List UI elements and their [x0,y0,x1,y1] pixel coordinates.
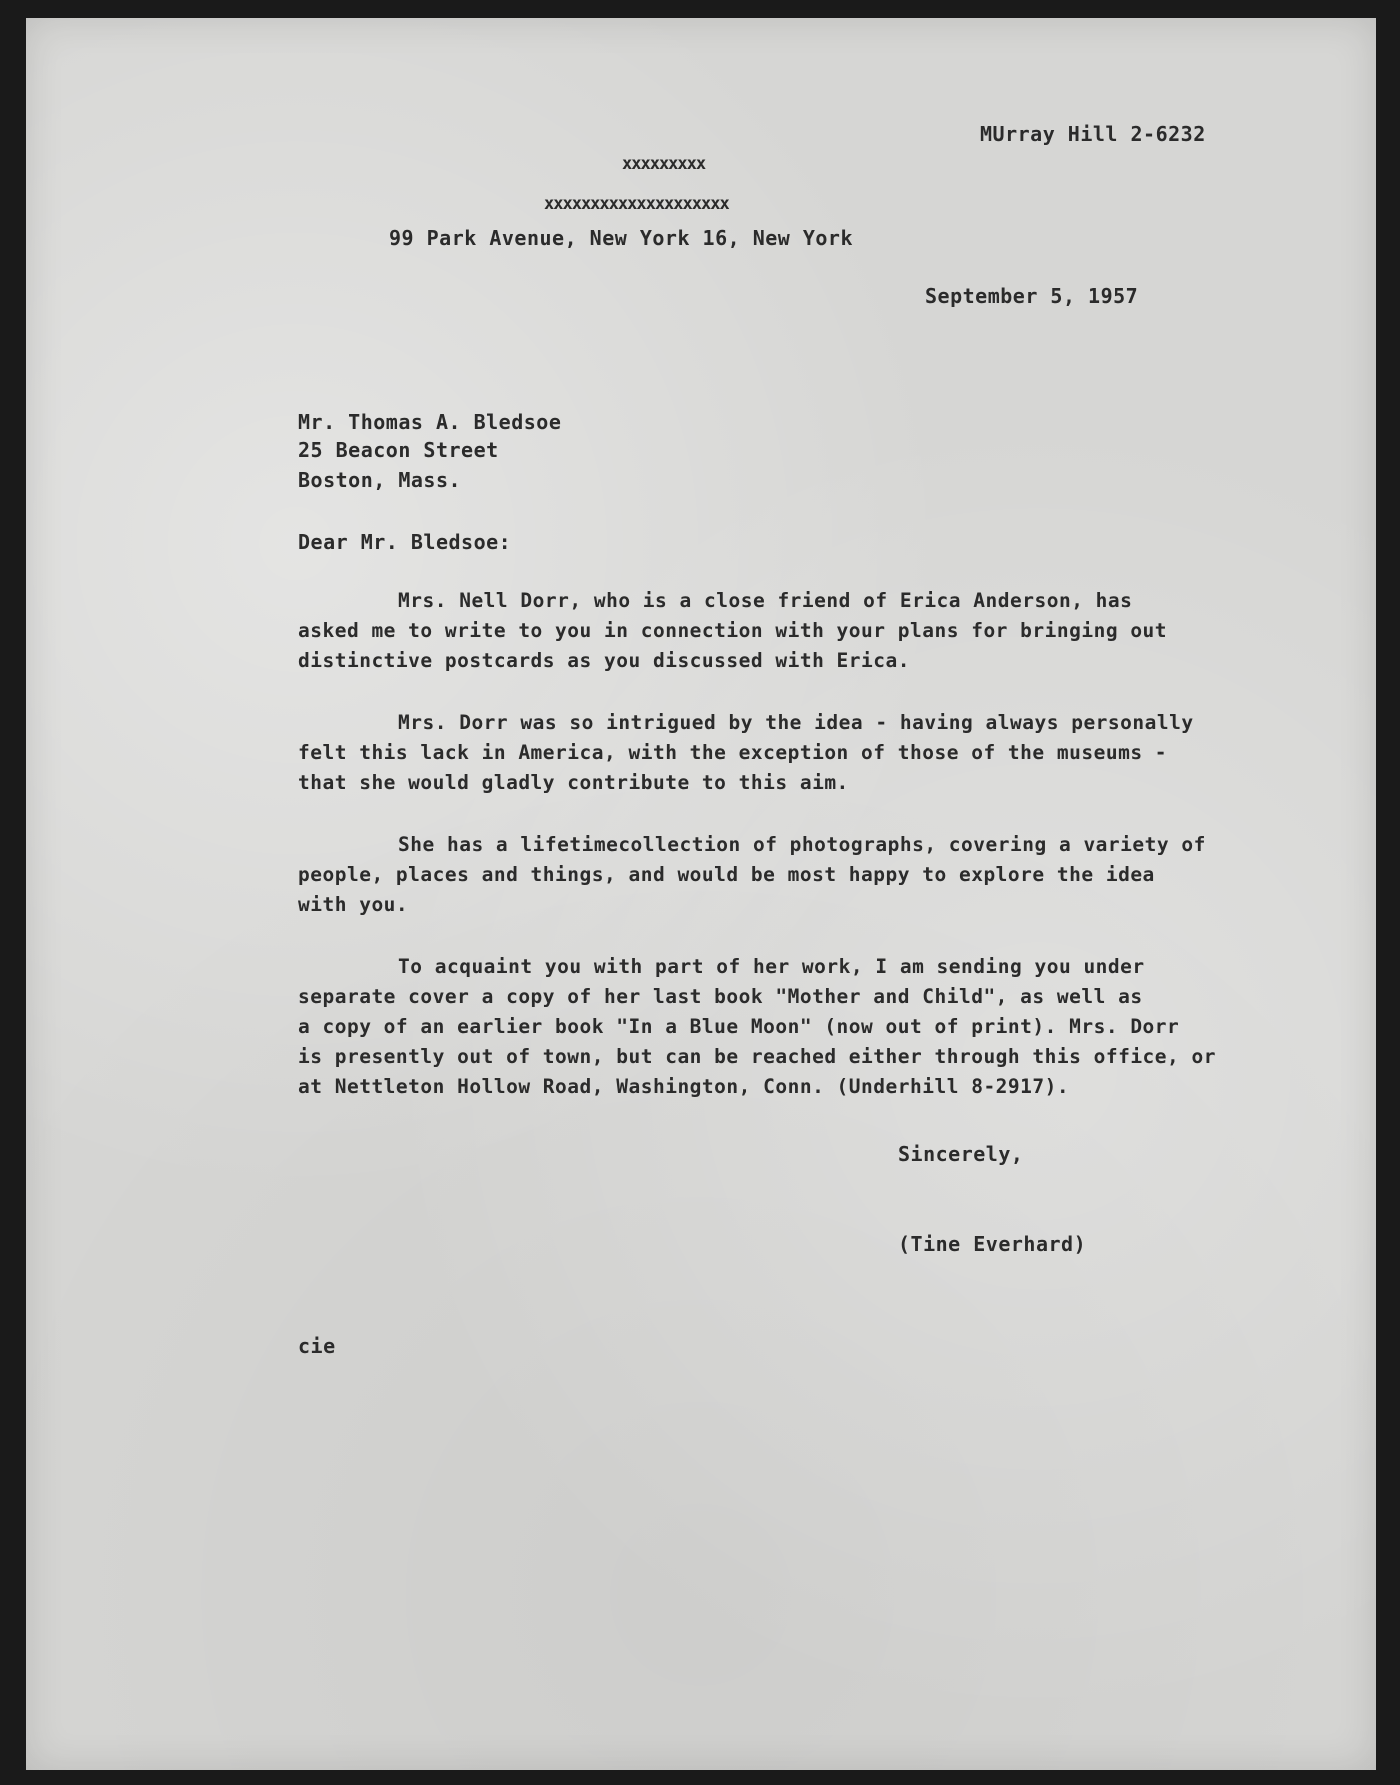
letterhead-phone: MUrray Hill 2-6232 [980,122,1206,146]
typist-initials: cie [298,1334,336,1358]
body-paragraph-2 [298,708,1338,798]
salutation: Dear Mr. Bledsoe: [298,530,512,554]
recipient-name: Mr. Thomas A. Bledsoe [298,410,562,434]
body-paragraph-3 [298,830,1338,920]
paragraph-line: Mrs. Nell Dorr, who is a close friend of Erica Anderson, has [398,589,1133,612]
paragraph-line: Mrs. Dorr was so intrigued by the idea - having always personally [398,711,1194,734]
paragraph-line: with you. [298,893,409,916]
paragraph-line: people, places and things, and would be most happy to explore the idea [298,863,1155,886]
paragraph-line: is presently out of town, but can be reached either through this office, or [298,1045,1216,1068]
recipient-street: 25 Beacon Street [298,438,499,462]
letter-page [26,18,1376,1770]
paragraph-line: separate cover a copy of her last book "Mother and Child", as well as [298,985,1143,1008]
struck-line-1: xxxxxxxxx [622,154,706,174]
letter-date: September 5, 1957 [925,284,1139,308]
paragraph-line: She has a lifetimecollection of photographs, covering a variety of [398,833,1206,856]
paragraph-line: that she would gladly contribute to this aim. [298,771,849,794]
struck-line-2: xxxxxxxxxxxxxxxxxxxx [544,194,729,214]
closing: Sincerely, [898,1142,1024,1166]
recipient-city: Boston, Mass. [298,468,462,492]
signer-name: (Tine Everhard) [898,1232,1087,1256]
paragraph-line: To acquaint you with part of her work, I am sending you under [398,955,1145,978]
body-paragraph-1 [298,586,1338,676]
paragraph-line: a copy of an earlier book "In a Blue Moon" (now out of print). Mrs. Dorr [298,1015,1180,1038]
paragraph-line: asked me to write to you in connection with your plans for bringing out [298,619,1168,642]
paragraph-line: distinctive postcards as you discussed with Erica. [298,649,910,672]
paragraph-line: felt this lack in America, with the exception of those of the museums - [298,741,1168,764]
body-paragraph-4 [298,952,1338,1102]
paragraph-line: at Nettleton Hollow Road, Washington, Conn. (Underhill 8-2917). [298,1075,1070,1098]
letterhead-address: 99 Park Avenue, New York 16, New York [389,226,854,250]
